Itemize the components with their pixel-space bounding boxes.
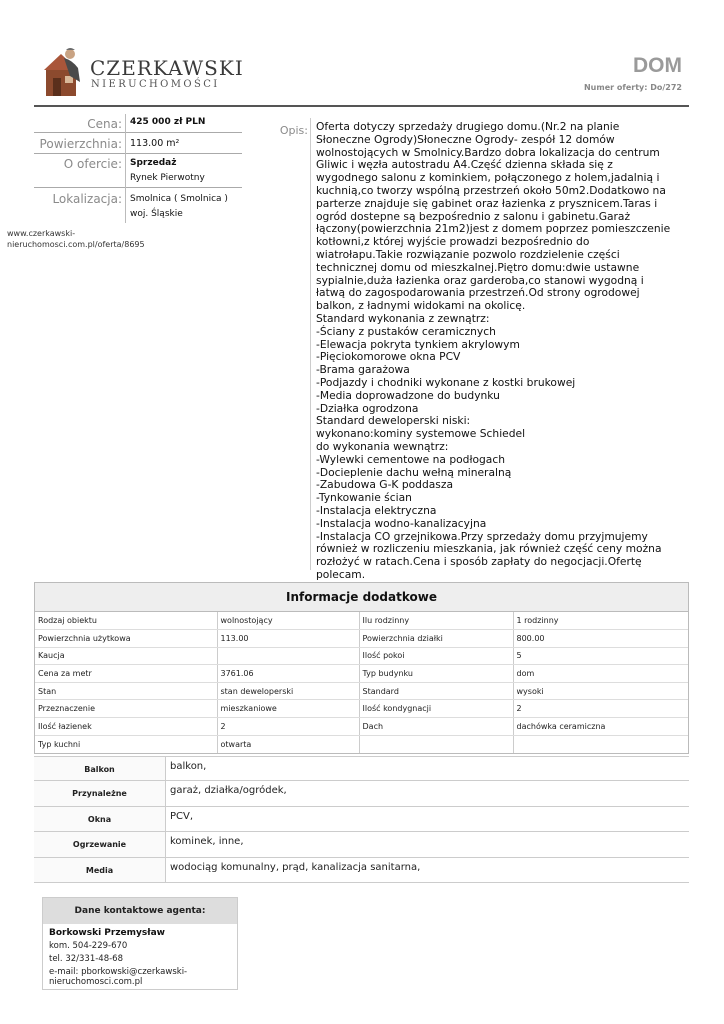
description-line: -Pięciokomorowe okna PCV — [316, 350, 461, 364]
offer-url-line-1[interactable]: www.czerkawski- — [7, 229, 76, 238]
description-line: polecam. — [316, 567, 366, 581]
info-value: 5 — [513, 647, 688, 665]
info-value: 2 — [217, 718, 359, 736]
info-key: Standard — [359, 682, 513, 700]
agent-contact-card — [42, 897, 238, 990]
info-key: Typ kuchni — [35, 735, 217, 753]
description-line: wygodnego salonu z kominkiem, połączonego z holem,jadalnią i — [316, 171, 660, 185]
offer-url[interactable] — [7, 228, 187, 250]
description-line: -Działka ogrodzona — [316, 401, 419, 415]
info-key: Powierzchnia użytkowa — [35, 630, 217, 648]
feature-value: kominek, inne, — [170, 836, 244, 848]
offer-label: O ofercie: — [63, 157, 122, 171]
logo-subtitle: NIERUCHOMOŚCI — [91, 79, 220, 90]
info-value: otwarta — [217, 735, 359, 753]
location-label: Lokalizacja: — [52, 192, 122, 206]
info-key: Rodzaj obiektu — [35, 612, 217, 630]
location-city: Smolnica ( Smolnica ) — [130, 194, 228, 204]
description-line: parterze znajduje się gabinet oraz łazienka z prysznicem.Taras i — [316, 196, 658, 210]
description-line: ogród dostepne są bezpośrednio z salonu i gabinetu.Garaż — [316, 209, 631, 223]
info-key: Ilość kondygnacji — [359, 700, 513, 718]
description-text — [316, 121, 676, 582]
location-region: woj. Śląskie — [130, 209, 183, 219]
info-row — [35, 665, 688, 683]
info-row — [35, 612, 688, 630]
area-label: Powierzchnia: — [39, 137, 122, 151]
info-key: Stan — [35, 682, 217, 700]
offer-url-line-2[interactable]: nieruchomosci.com.pl/oferta/8695 — [7, 240, 145, 249]
description-line: Słoneczne Ogrody)Słoneczne Ogrody- zespół 12 domów — [316, 132, 615, 146]
info-value: stan deweloperski — [217, 682, 359, 700]
description-line: -Ściany z pustaków ceramicznych — [316, 324, 496, 338]
agent-email[interactable] — [49, 967, 235, 987]
info-row — [35, 735, 688, 753]
price-label: Cena: — [87, 117, 122, 131]
info-value — [513, 735, 688, 753]
feature-row — [34, 807, 689, 832]
description-line: łączony(powierzchnia 21m2)jest z domem poprzez pomieszczenie — [316, 222, 671, 236]
feature-row — [34, 832, 689, 857]
info-value: 800.00 — [513, 630, 688, 648]
feature-label: Ogrzewanie — [34, 832, 166, 856]
price-value: 425 000 zł PLN — [130, 117, 206, 127]
logo-name: CZERKAWSKI — [90, 56, 244, 80]
info-row — [35, 630, 688, 648]
agent-phone[interactable]: tel. 32/331-48-68 — [49, 954, 123, 964]
description-line: balkon, z ładnymi widokami na okolicę. — [316, 299, 526, 313]
description-line: -Docieplenie dachu wełną mineralną — [316, 465, 512, 479]
description-line: Oferta dotyczy sprzedaży drugiego domu.(Nr.2 na planie — [316, 120, 620, 133]
description-line: łatwą do zagospodarowania przestrzeń.Od strony ogrodowej — [316, 286, 640, 300]
additional-info-table — [34, 582, 689, 754]
agent-card-title: Dane kontaktowe agenta: — [43, 898, 237, 924]
description-line: -Elewacja pokryta tynkiem akrylowym — [316, 337, 520, 351]
description-line: -Media doprowadzone do budynku — [316, 388, 500, 402]
offer-number — [584, 83, 682, 92]
description-line: Standard deweloperski niski: — [316, 414, 471, 428]
info-key: Powierzchnia działki — [359, 630, 513, 648]
features-list — [34, 756, 689, 883]
divider — [34, 187, 242, 188]
offer-number-value: Do/272 — [650, 83, 682, 92]
market-type: Rynek Pierwotny — [130, 173, 205, 183]
description-label: Opis: — [279, 124, 308, 137]
info-value: dom — [513, 665, 688, 683]
info-key: Ilość łazienek — [35, 718, 217, 736]
info-value: wolnostojący — [217, 612, 359, 630]
feature-value: garaż, działka/ogródek, — [170, 785, 287, 797]
description-line: Gliwic i węzła autostradu A4.Część dzienna składa się z — [316, 158, 613, 172]
description-line: -Podjazdy i chodniki wykonane z kostki brukowej — [316, 375, 576, 389]
info-key — [359, 735, 513, 753]
divider — [34, 132, 242, 133]
info-key: Dach — [359, 718, 513, 736]
description-line: do wykonania wewnątrz: — [316, 439, 449, 453]
property-type-title: DOM — [633, 54, 682, 77]
feature-label: Przynależne — [34, 781, 166, 805]
info-value: mieszkaniowe — [217, 700, 359, 718]
feature-row — [34, 756, 689, 781]
logo-figure-icon — [44, 46, 84, 98]
area-value: 113.00 m² — [130, 138, 180, 149]
divider — [34, 153, 242, 154]
feature-row — [34, 858, 689, 883]
info-value: dachówka ceramiczna — [513, 718, 688, 736]
company-logo — [44, 46, 244, 100]
description-line: -Instalacja CO grzejnikowa.Przy sprzedaży domu przyjmujemy — [316, 529, 648, 543]
description-line: kotłowni,z której wyjście prowadzi bezpośrednio do — [316, 235, 590, 249]
description-line: -Instalacja elektryczna — [316, 503, 437, 517]
info-row — [35, 718, 688, 736]
agent-email-line-1[interactable]: e-mail: pborkowski@czerkawski- — [49, 967, 188, 977]
description-line: rozłożyć w ratach.Cena i sposób zapłaty do negocjacji.Ofertę — [316, 555, 642, 569]
description-line: technicznej domu od mieszkalnej.Piętro domu:dwie ustawne — [316, 260, 640, 274]
info-row — [35, 682, 688, 700]
offer-type: Sprzedaż — [130, 158, 177, 168]
description-line: Standard wykonania z zewnątrz: — [316, 311, 490, 325]
info-value: 2 — [513, 700, 688, 718]
description-line: wolnostojących w Smolnicy.Bardzo dobra lokalizacja do centrum — [316, 145, 660, 159]
description-line: również w rozliczeniu mieszkania, jak również część ceny można — [316, 542, 662, 556]
info-key: Przeznaczenie — [35, 700, 217, 718]
info-key: Cena za metr — [35, 665, 217, 683]
column-separator — [125, 114, 126, 223]
header-divider — [34, 105, 689, 107]
feature-label: Balkon — [34, 757, 166, 780]
offer-number-label: Numer oferty: — [583, 83, 648, 92]
agent-mobile[interactable]: kom. 504-229-670 — [49, 941, 128, 951]
info-grid — [35, 612, 688, 753]
description-line: wykonano:kominy systemowe Schiedel — [316, 427, 526, 441]
description-line: -Zabudowa G-K poddasza — [316, 478, 454, 492]
description-line: -Wylewki cementowe na podłogach — [316, 452, 506, 466]
info-row — [35, 700, 688, 718]
info-value: 1 rodzinny — [513, 612, 688, 630]
info-key: Ilość pokoi — [359, 647, 513, 665]
feature-label: Media — [34, 858, 166, 882]
info-row — [35, 647, 688, 665]
info-value: 113.00 — [217, 630, 359, 648]
info-value: wysoki — [513, 682, 688, 700]
agent-email-line-2[interactable]: nieruchomosci.com.pl — [49, 977, 143, 987]
description-line: wiatrołapu.Takie rozwiązanie pozwolo rozdzielenie części — [316, 247, 620, 261]
agent-name: Borkowski Przemysław — [49, 928, 165, 938]
description-line: -Brama garażowa — [316, 363, 410, 377]
feature-value: PCV, — [170, 810, 194, 822]
feature-value: wodociąg komunalny, prąd, kanalizacja sanitarna, — [170, 861, 421, 873]
feature-row — [34, 781, 689, 806]
description-line: sypialnie,duża łazienka oraz garderoba,co stanowi wygodną i — [316, 273, 644, 287]
info-value — [217, 647, 359, 665]
description-line: -Instalacja wodno-kanalizacyjna — [316, 516, 487, 530]
description-line: kuchnią,co tworzy wspólną przestrzeń około 50m2.Dodatkowo na — [316, 183, 666, 197]
description-line: -Tynkowanie ścian — [316, 491, 412, 505]
feature-label: Okna — [34, 807, 166, 831]
info-value: 3761.06 — [217, 665, 359, 683]
additional-info-title: Informacje dodatkowe — [35, 583, 688, 612]
info-key: Kaucja — [35, 647, 217, 665]
info-key: Ilu rodzinny — [359, 612, 513, 630]
info-key: Typ budynku — [359, 665, 513, 683]
feature-value: balkon, — [170, 761, 207, 772]
